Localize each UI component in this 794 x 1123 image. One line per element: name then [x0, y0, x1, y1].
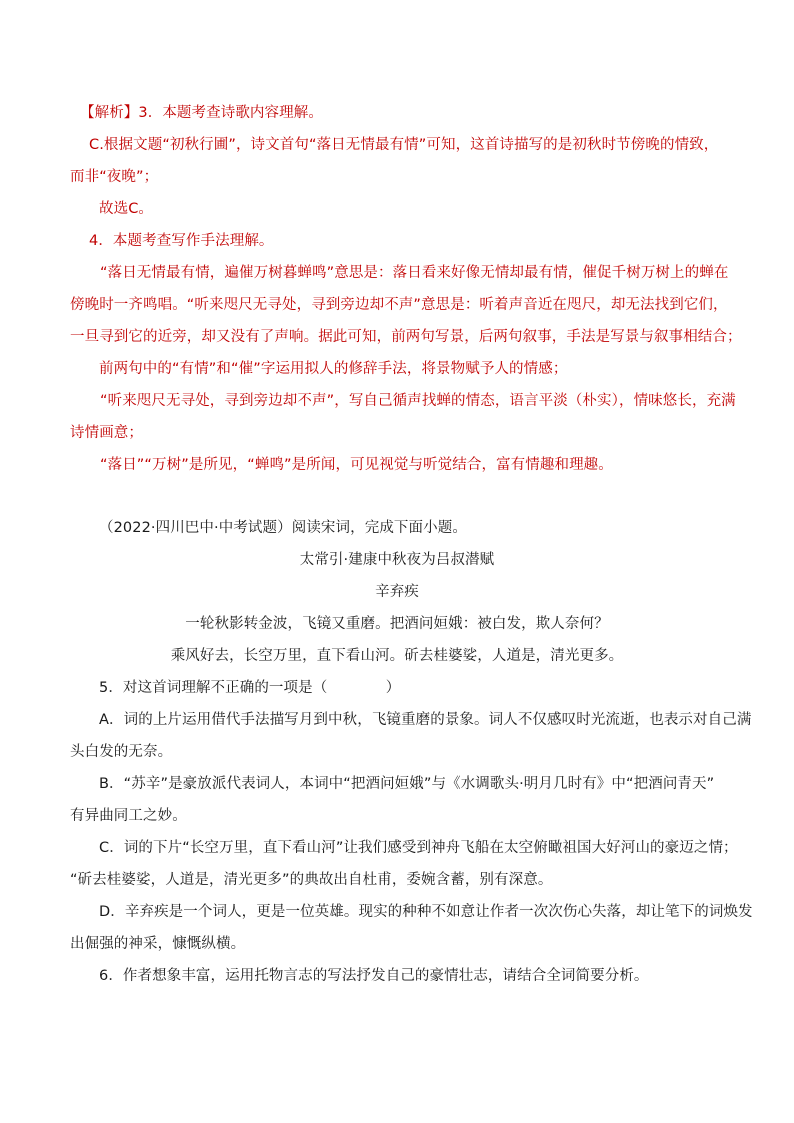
q5-option-a-line1: A．词的上片运用借代手法描写月到中秋，飞镜重磨的景象。词人不仅感叹时光流逝，也表示对自己满: [99, 712, 752, 728]
q6-stem: 6．作者想象丰富，运用托物言志的写法抒发自己的豪情壮志，请结合全词简要分析。: [99, 968, 649, 984]
q5-option-c-line2: “斫去桂婆娑，人道是，清光更多”的典故出自杜甫，委婉含蓄，别有深意。: [70, 872, 553, 888]
analysis-q4-p1-line3: 一旦寻到它的近旁，却又没有了声响。据此可知，前两句写景，后两句叙事，手法是写景与叙事相结合；: [70, 329, 742, 345]
analysis-q4-p1-line1: “落日无情最有情，遍催万树暮蝉鸣”意思是：落日看来好像无情却最有情，催促千树万树上的蝉在: [100, 265, 729, 281]
analysis-q3-option-c-line1: C.根据文题“初秋行圃”，诗文首句“落日无情最有情”可知，这首诗描写的是初秋时节傍晚的情致，: [89, 137, 719, 153]
analysis-q4-p3-line1: “听来咫尺无寻处，寻到旁边却不声”，写自己循声找蝉的情态，语言平淡（朴实），情味悠长，充满: [100, 393, 736, 409]
q5-option-d-line1: D．辛弃疾是一个词人，更是一位英雄。现实的种种不如意让作者一次次伤心失落，却让笔下的词焕发: [99, 904, 753, 920]
analysis-q4-p3-line2: 诗情画意；: [70, 425, 143, 441]
poem-author: 辛弃疾: [375, 584, 419, 600]
poem-line-2: 乘风好去，长空万里，直下看山河。斫去桂婆娑，人道是，清光更多。: [170, 648, 624, 664]
q5-option-d-line2: 出倔强的神采，慷慨纵横。: [70, 936, 246, 952]
q5-option-c-line1: C．词的下片“长空万里，直下看山河”让我们感受到神舟飞船在太空俯瞰祖国大好河山的豪迈之情；: [99, 840, 738, 856]
question-source: （2022·四川巴中·中考试题）阅读宋词，完成下面小题。: [99, 520, 467, 536]
analysis-q3-answer: 故选C。: [99, 201, 154, 217]
analysis-q3-intro: 3．本题考查诗歌内容理解。: [138, 105, 323, 121]
q5-option-b-line1: B．“苏辛”是豪放派代表词人，本词中“把酒问姮娥”与《水调歌头·明月几时有》中“把酒问青天”: [99, 776, 715, 792]
poem-line-1: 一轮秋影转金波，飞镜又重磨。把酒问姮娥：被白发，欺人奈何？: [185, 616, 609, 632]
analysis-q4-p1-line2: 傍晚时一齐鸣唱。“听来咫尺无寻处，寻到旁边却不声”意思是：听着声音近在咫尺，却无法找到它们，: [70, 297, 728, 313]
q5-option-a-line2: 头白发的无奈。: [70, 744, 173, 760]
q5-stem: 5．对这首词理解不正确的一项是（ ）: [99, 680, 401, 696]
poem-title: 太常引·建康中秋夜为吕叔潜赋: [299, 552, 495, 568]
analysis-tag: 【解析】: [80, 105, 139, 121]
analysis-q4-p4: “落日”“万树”是所见，“蝉鸣”是所闻，可见视觉与听觉结合，富有情趣和理趣。: [100, 457, 613, 473]
analysis-q3-option-c-line2: 而非“夜晚”；: [70, 169, 159, 185]
analysis-q3-line: [80, 103, 323, 123]
analysis-q4-intro: 4．本题考查写作手法理解。: [89, 233, 274, 249]
q5-option-b-line2: 有异曲同工之妙。: [70, 808, 187, 824]
analysis-q4-p2: 前两句中的“有情”和“催”字运用拟人的修辞手法，将景物赋予人的情感；: [99, 361, 568, 377]
